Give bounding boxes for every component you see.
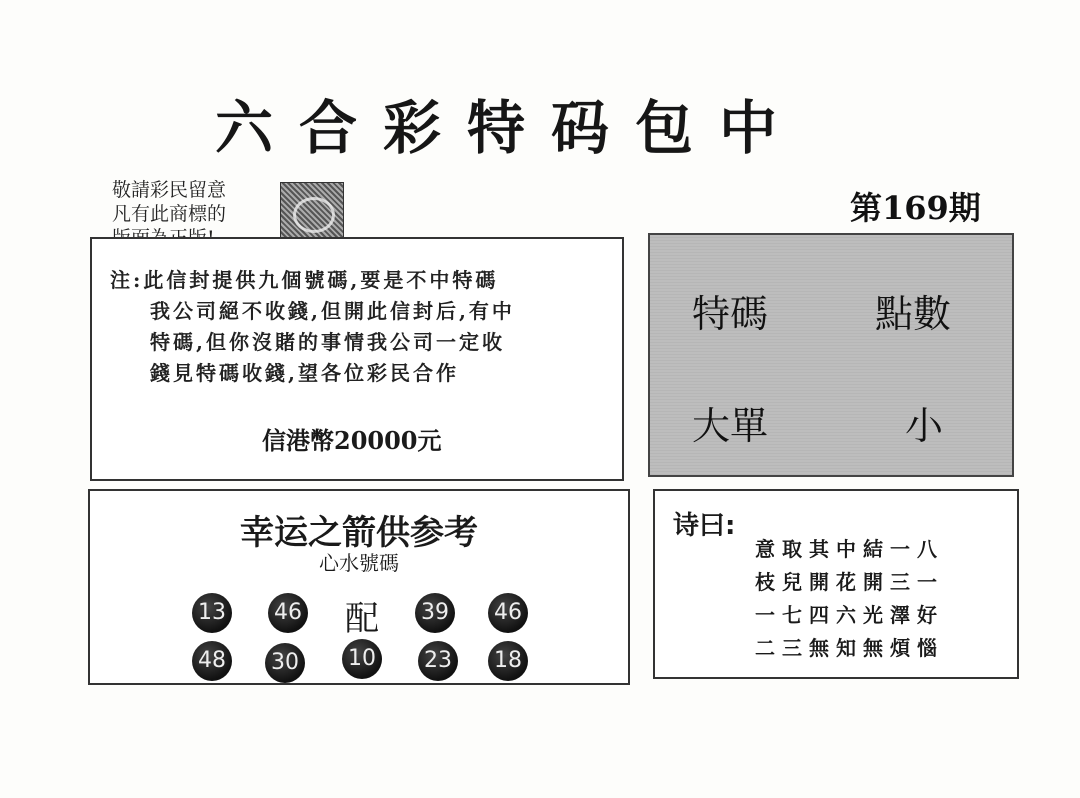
- notice-line: 敬請彩民留意: [112, 179, 227, 201]
- points-value: 小: [905, 404, 944, 448]
- special-code-label: 特碼: [692, 292, 769, 336]
- special-code-box: [648, 233, 1014, 477]
- poem-line: 枝兒開花開三一: [755, 570, 944, 594]
- number-ball: 39: [415, 593, 455, 633]
- number-ball: 10: [342, 639, 382, 679]
- note-line: 特碼,但你沒賭的事情我公司一定收: [150, 330, 505, 354]
- number-ball: 13: [192, 593, 232, 633]
- notice-line: 凡有此商標的: [112, 203, 227, 225]
- pairing-separator: 配: [345, 599, 379, 639]
- number-ball: 23: [418, 641, 458, 681]
- number-ball: 48: [192, 641, 232, 681]
- issue-number: 第169期: [850, 189, 981, 227]
- poem-line: 意取其中結一八: [755, 537, 944, 561]
- poem-line: 二三無知無煩惱: [755, 636, 944, 660]
- number-ball: 30: [265, 643, 305, 683]
- special-code-value: 大單: [692, 404, 769, 448]
- note-line: 我公司絕不收錢,但開此信封后,有中: [150, 299, 515, 323]
- points-label: 點數: [875, 292, 952, 336]
- poem-text: [755, 533, 944, 665]
- number-ball: 46: [488, 593, 528, 633]
- poem-box: [653, 489, 1019, 679]
- price-text: 信港幣20000元: [262, 426, 442, 455]
- lucky-subheading: 心水號碼: [319, 551, 399, 575]
- note-line: 此信封提供九個號碼,要是不中特碼: [143, 268, 499, 292]
- envelope-note-box: [90, 237, 624, 481]
- page-title: 六合彩特码包中: [215, 94, 804, 162]
- poem-line: 一七四六光澤好: [755, 603, 944, 627]
- note-text: [110, 265, 515, 389]
- note-line: 錢見特碼收錢,望各位彩民合作: [150, 361, 459, 385]
- poem-title: 诗曰:: [673, 511, 736, 541]
- number-ball: 46: [268, 593, 308, 633]
- number-ball: 18: [488, 641, 528, 681]
- lucky-heading: 幸运之箭供参考: [240, 513, 478, 553]
- lucky-numbers-box: [88, 489, 630, 685]
- note-prefix: 注:: [110, 268, 144, 292]
